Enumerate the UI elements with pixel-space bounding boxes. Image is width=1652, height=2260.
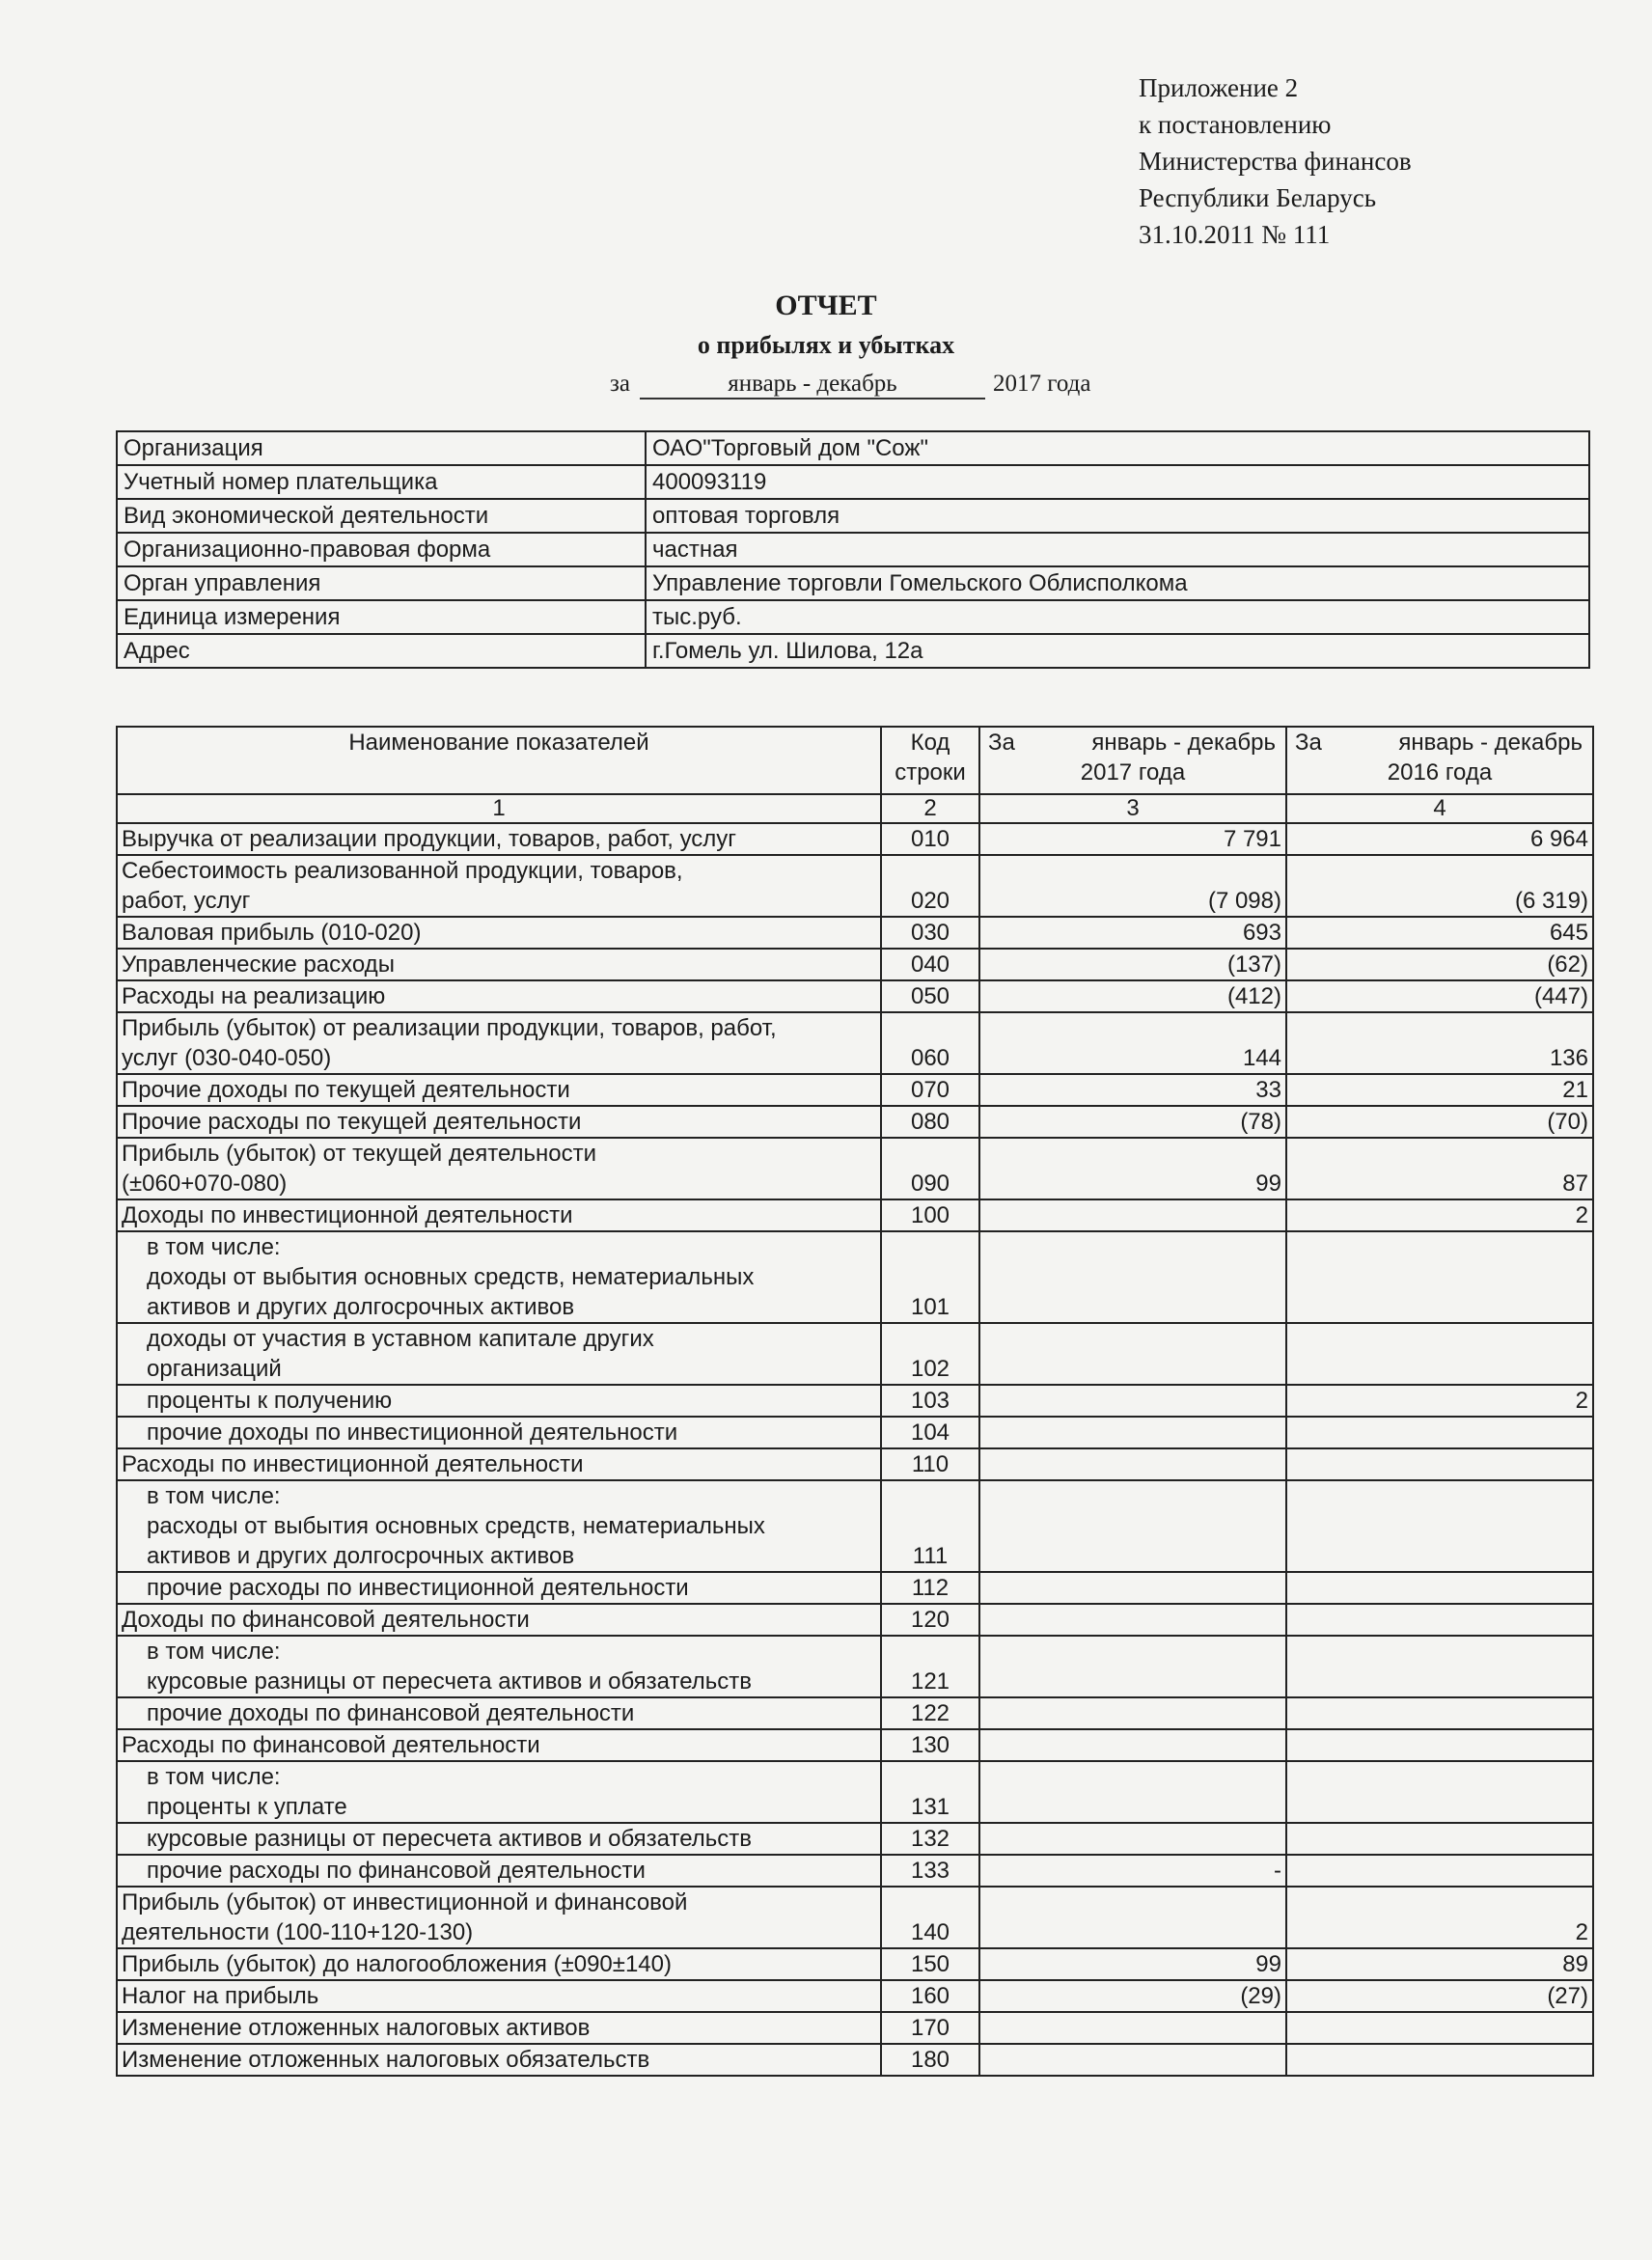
row-value-2016	[1286, 1448, 1593, 1480]
row-code: 103	[881, 1385, 979, 1417]
appendix-line: Республики Беларусь	[1139, 183, 1377, 212]
row-value-2017	[979, 1199, 1286, 1231]
row-code: 110	[881, 1448, 979, 1480]
row-value-2017	[979, 1417, 1286, 1448]
table-row	[117, 1887, 1593, 1948]
row-value-2017	[979, 2012, 1286, 2044]
row-name: в том числе: доходы от выбытия основных средств, нематериальных активов и других долгосрочных активов	[117, 1231, 881, 1323]
table-row	[117, 1448, 1593, 1480]
row-name: прочие расходы по финансовой деятельности	[117, 1855, 881, 1887]
header-name: Наименование показателей	[117, 727, 881, 794]
row-name: Доходы по инвестиционной деятельности	[117, 1199, 881, 1231]
row-value-2016	[1286, 1480, 1593, 1572]
row-code: 102	[881, 1323, 979, 1385]
row-value-2016	[1286, 1604, 1593, 1636]
row-code: 131	[881, 1761, 979, 1823]
row-code: 100	[881, 1199, 979, 1231]
row-name: Расходы по инвестиционной деятельности	[117, 1448, 881, 1480]
row-value-2016: (27)	[1286, 1980, 1593, 2012]
period-suffix: 2017 года	[992, 371, 1091, 397]
row-value-2016	[1286, 1855, 1593, 1887]
info-label: Орган управления	[117, 566, 646, 600]
row-value-2016: (447)	[1286, 980, 1593, 1012]
column-index: 3	[979, 794, 1286, 823]
info-value: частная	[646, 533, 1589, 566]
header-2016-period: январь - декабрь	[1398, 730, 1583, 756]
row-name: Себестоимость реализованной продукции, товаров, работ, услуг	[117, 855, 881, 917]
info-row	[117, 499, 1589, 533]
header-2017-period: январь - декабрь	[1091, 730, 1276, 756]
row-code: 090	[881, 1138, 979, 1199]
row-name: Прибыль (убыток) от реализации продукции, товаров, работ, услуг (030-040-050)	[117, 1012, 881, 1074]
row-value-2016	[1286, 1761, 1593, 1823]
row-value-2016	[1286, 1231, 1593, 1323]
row-value-2016: 6 964	[1286, 823, 1593, 855]
row-name: Валовая прибыль (010-020)	[117, 917, 881, 949]
info-row	[117, 566, 1589, 600]
row-name: проценты к получению	[117, 1385, 881, 1417]
row-code: 060	[881, 1012, 979, 1074]
info-label: Единица измерения	[117, 600, 646, 634]
row-value-2017	[979, 1480, 1286, 1572]
row-name: Изменение отложенных налоговых обязательств	[117, 2044, 881, 2076]
row-value-2016: (6 319)	[1286, 855, 1593, 917]
row-name: Прочие доходы по текущей деятельности	[117, 1074, 881, 1106]
appendix-note	[1139, 69, 1412, 253]
row-name: прочие расходы по инвестиционной деятельности	[117, 1572, 881, 1604]
table-row	[117, 1572, 1593, 1604]
table-row	[117, 1761, 1593, 1823]
row-code: 030	[881, 917, 979, 949]
table-row	[117, 980, 1593, 1012]
table-row	[117, 1106, 1593, 1138]
report-title: ОТЧЕТ	[775, 289, 877, 321]
table-row	[117, 1980, 1593, 2012]
row-code: 101	[881, 1231, 979, 1323]
row-name: Прибыль (убыток) до налогообложения (±090±140)	[117, 1948, 881, 1980]
row-value-2016: 2	[1286, 1199, 1593, 1231]
row-value-2017: 7 791	[979, 823, 1286, 855]
row-name: Изменение отложенных налоговых активов	[117, 2012, 881, 2044]
row-value-2017	[979, 1231, 1286, 1323]
row-value-2017	[979, 1572, 1286, 1604]
info-value: 400093119	[646, 465, 1589, 499]
column-index: 4	[1286, 794, 1593, 823]
appendix-line: к постановлению	[1139, 110, 1332, 139]
row-name: Управленческие расходы	[117, 949, 881, 980]
header-2017-year: 2017 года	[1080, 759, 1186, 785]
table-row	[117, 1480, 1593, 1572]
row-code: 121	[881, 1636, 979, 1697]
info-label: Учетный номер плательщика	[117, 465, 646, 499]
row-name: в том числе: курсовые разницы от пересчета активов и обязательств	[117, 1636, 881, 1697]
table-row	[117, 1012, 1593, 1074]
row-value-2017	[979, 1448, 1286, 1480]
appendix-line: Министерства финансов	[1139, 147, 1412, 176]
table-row	[117, 855, 1593, 917]
row-value-2016	[1286, 2044, 1593, 2076]
row-value-2016: 2	[1286, 1385, 1593, 1417]
row-value-2017: 33	[979, 1074, 1286, 1106]
row-value-2016	[1286, 1417, 1593, 1448]
row-value-2017	[979, 1604, 1286, 1636]
row-code: 150	[881, 1948, 979, 1980]
row-value-2016: 89	[1286, 1948, 1593, 1980]
table-row	[117, 917, 1593, 949]
row-name: Расходы на реализацию	[117, 980, 881, 1012]
header-code: Код строки	[881, 727, 979, 794]
table-row	[117, 1417, 1593, 1448]
row-code: 070	[881, 1074, 979, 1106]
row-value-2016	[1286, 1697, 1593, 1729]
row-code: 140	[881, 1887, 979, 1948]
table-row	[117, 1729, 1593, 1761]
row-code: 040	[881, 949, 979, 980]
table-row	[117, 949, 1593, 980]
table-row	[117, 1385, 1593, 1417]
row-value-2017: 99	[979, 1948, 1286, 1980]
row-value-2017: 693	[979, 917, 1286, 949]
header-2016	[1286, 727, 1593, 794]
info-label: Вид экономической деятельности	[117, 499, 646, 533]
info-row	[117, 465, 1589, 499]
row-value-2017: -	[979, 1855, 1286, 1887]
row-name: прочие доходы по финансовой деятельности	[117, 1697, 881, 1729]
column-index: 2	[881, 794, 979, 823]
row-value-2016	[1286, 1636, 1593, 1697]
info-label: Адрес	[117, 634, 646, 668]
row-code: 160	[881, 1980, 979, 2012]
table-row	[117, 1948, 1593, 1980]
row-value-2017	[979, 2044, 1286, 2076]
row-value-2016: (70)	[1286, 1106, 1593, 1138]
table-row	[117, 2044, 1593, 2076]
row-name: Расходы по финансовой деятельности	[117, 1729, 881, 1761]
row-code: 133	[881, 1855, 979, 1887]
row-code: 020	[881, 855, 979, 917]
row-name: доходы от участия в уставном капитале других организаций	[117, 1323, 881, 1385]
row-code: 122	[881, 1697, 979, 1729]
organization-info-table	[116, 430, 1590, 669]
info-row	[117, 431, 1589, 465]
info-row	[117, 634, 1589, 668]
row-value-2017	[979, 1323, 1286, 1385]
table-row	[117, 1231, 1593, 1323]
info-value: оптовая торговля	[646, 499, 1589, 533]
row-value-2017	[979, 1761, 1286, 1823]
row-value-2017	[979, 1697, 1286, 1729]
header-2017	[979, 727, 1286, 794]
row-name: Прибыль (убыток) от текущей деятельности (±060+070-080)	[117, 1138, 881, 1199]
row-name: Выручка от реализации продукции, товаров, работ, услуг	[117, 823, 881, 855]
row-code: 050	[881, 980, 979, 1012]
header-2016-year: 2016 года	[1387, 759, 1493, 785]
row-code: 180	[881, 2044, 979, 2076]
row-code: 111	[881, 1480, 979, 1572]
table-row	[117, 2012, 1593, 2044]
row-name: Прочие расходы по текущей деятельности	[117, 1106, 881, 1138]
info-value: г.Гомель ул. Шилова, 12а	[646, 634, 1589, 668]
table-row	[117, 1855, 1593, 1887]
info-label: Организационно-правовая форма	[117, 533, 646, 566]
info-label: Организация	[117, 431, 646, 465]
row-value-2016: 645	[1286, 917, 1593, 949]
appendix-line: Приложение 2	[1139, 73, 1299, 102]
info-value: Управление торговли Гомельского Облисполкома	[646, 566, 1589, 600]
info-row	[117, 533, 1589, 566]
period-prefix: за	[610, 371, 630, 397]
row-name: Налог на прибыль	[117, 1980, 881, 2012]
row-code: 010	[881, 823, 979, 855]
row-value-2016: 2	[1286, 1887, 1593, 1948]
row-value-2017: (29)	[979, 1980, 1286, 2012]
row-name: в том числе: проценты к уплате	[117, 1761, 881, 1823]
row-name: Доходы по финансовой деятельности	[117, 1604, 881, 1636]
row-code: 170	[881, 2012, 979, 2044]
row-code: 112	[881, 1572, 979, 1604]
table-row	[117, 823, 1593, 855]
row-value-2017: 144	[979, 1012, 1286, 1074]
report-period	[610, 371, 1090, 400]
row-value-2017	[979, 1823, 1286, 1855]
row-value-2016: 87	[1286, 1138, 1593, 1199]
info-value: ОАО"Торговый дом "Сож"	[646, 431, 1589, 465]
row-code: 120	[881, 1604, 979, 1636]
row-value-2016: 21	[1286, 1074, 1593, 1106]
profit-loss-table	[116, 726, 1594, 2077]
table-header-row	[117, 727, 1593, 794]
row-value-2016: 136	[1286, 1012, 1593, 1074]
row-value-2016	[1286, 1729, 1593, 1761]
row-value-2016: (62)	[1286, 949, 1593, 980]
row-value-2017	[979, 1636, 1286, 1697]
row-value-2017: (412)	[979, 980, 1286, 1012]
row-code: 130	[881, 1729, 979, 1761]
table-row	[117, 1636, 1593, 1697]
column-index: 1	[117, 794, 881, 823]
header-2016-prefix: За	[1295, 730, 1322, 756]
table-row	[117, 1199, 1593, 1231]
row-value-2016	[1286, 1572, 1593, 1604]
row-value-2017	[979, 1729, 1286, 1761]
row-value-2017: (7 098)	[979, 855, 1286, 917]
row-code: 080	[881, 1106, 979, 1138]
row-name: Прибыль (убыток) от инвестиционной и финансовой деятельности (100-110+120-130)	[117, 1887, 881, 1948]
row-value-2016	[1286, 1823, 1593, 1855]
row-value-2017: (78)	[979, 1106, 1286, 1138]
row-name: курсовые разницы от пересчета активов и обязательств	[117, 1823, 881, 1855]
row-value-2016	[1286, 1323, 1593, 1385]
row-code: 104	[881, 1417, 979, 1448]
table-row	[117, 1138, 1593, 1199]
table-row	[117, 1604, 1593, 1636]
table-row	[117, 1323, 1593, 1385]
row-name: прочие доходы по инвестиционной деятельности	[117, 1417, 881, 1448]
info-value: тыс.руб.	[646, 600, 1589, 634]
period-value: январь - декабрь	[640, 371, 985, 400]
table-row	[117, 1074, 1593, 1106]
row-value-2017: 99	[979, 1138, 1286, 1199]
row-value-2017: (137)	[979, 949, 1286, 980]
table-row	[117, 1823, 1593, 1855]
report-subtitle: о прибылях и убытках	[697, 331, 955, 359]
column-index-row	[117, 794, 1593, 823]
row-value-2017	[979, 1887, 1286, 1948]
info-row	[117, 600, 1589, 634]
appendix-line: 31.10.2011 № 111	[1139, 220, 1331, 249]
row-value-2016	[1286, 2012, 1593, 2044]
row-code: 132	[881, 1823, 979, 1855]
header-2017-prefix: За	[988, 730, 1015, 756]
row-value-2017	[979, 1385, 1286, 1417]
row-name: в том числе: расходы от выбытия основных средств, нематериальных активов и других долгосрочных активов	[117, 1480, 881, 1572]
table-row	[117, 1697, 1593, 1729]
